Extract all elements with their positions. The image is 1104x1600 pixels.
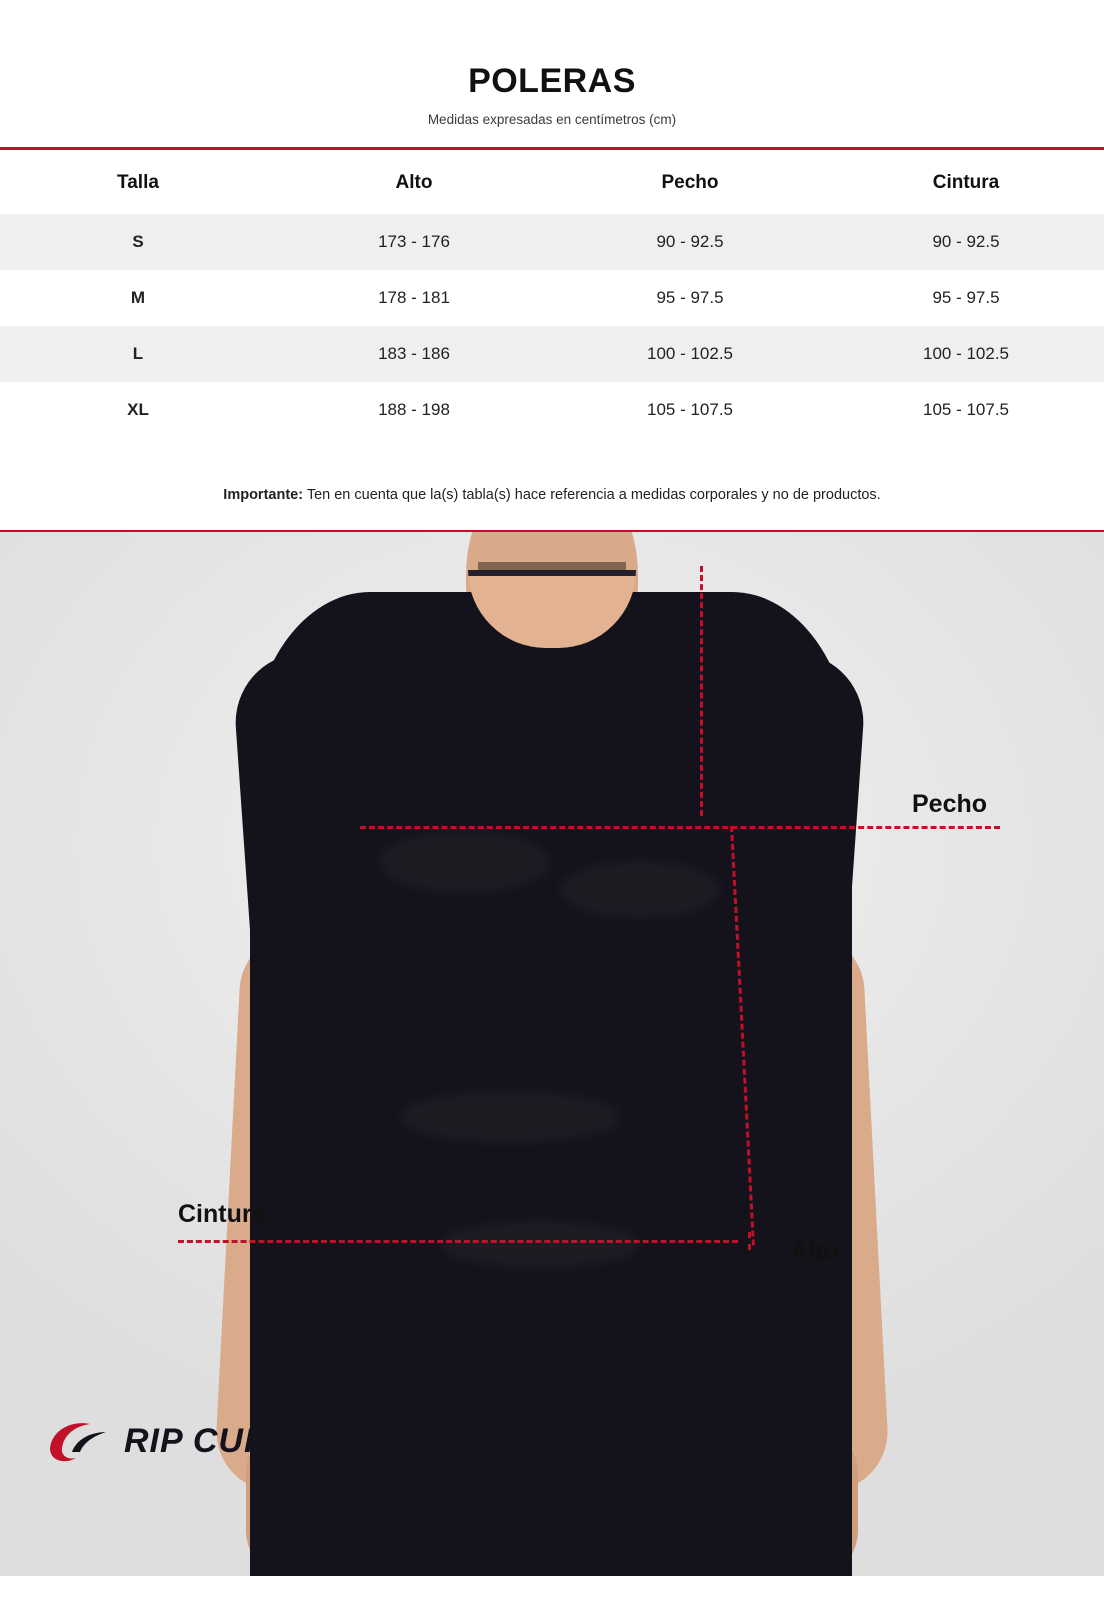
- measurement-photo: [0, 530, 1104, 1576]
- important-note: [0, 438, 1104, 530]
- cell-pecho: 95 - 97.5: [552, 270, 828, 326]
- cell-cintura: 100 - 102.5: [828, 326, 1104, 382]
- cell-talla: M: [0, 270, 276, 326]
- cell-cintura: 105 - 107.5: [828, 382, 1104, 438]
- note-text: Ten en cuenta que la(s) tabla(s) hace referencia a medidas corporales y no de productos.: [303, 487, 881, 503]
- pecho-label: Pecho: [912, 790, 988, 818]
- cintura-label: Cintura: [178, 1200, 266, 1228]
- table-row: [0, 382, 1104, 438]
- cell-pecho: 90 - 92.5: [552, 214, 828, 270]
- note-label: Importante:: [223, 487, 304, 503]
- alto-label: Alto: [790, 1238, 839, 1266]
- page-title: POLERAS: [468, 62, 636, 100]
- cell-alto: 188 - 198: [276, 382, 552, 438]
- column-header-pecho: Pecho: [552, 150, 828, 214]
- brand-logo: [46, 1418, 291, 1464]
- cell-alto: 173 - 176: [276, 214, 552, 270]
- column-header-talla: Talla: [0, 150, 276, 214]
- table-header-row: [0, 150, 1104, 214]
- cintura-measure-line: [178, 1240, 738, 1243]
- cell-talla: L: [0, 326, 276, 382]
- cell-talla: S: [0, 214, 276, 270]
- table-row: [0, 270, 1104, 326]
- cell-pecho: 100 - 102.5: [552, 326, 828, 382]
- cell-cintura: 95 - 97.5: [828, 270, 1104, 326]
- size-chart-table: [0, 150, 1104, 438]
- cell-pecho: 105 - 107.5: [552, 382, 828, 438]
- column-header-alto: Alto: [276, 150, 552, 214]
- fabric-fold: [560, 862, 720, 917]
- pecho-measure-line: [360, 826, 1000, 829]
- fabric-fold: [400, 1092, 620, 1142]
- alto-measure-line-upper: [700, 566, 703, 816]
- cell-talla: XL: [0, 382, 276, 438]
- cell-alto: 178 - 181: [276, 270, 552, 326]
- alto-measure-line-lower: [748, 1232, 751, 1250]
- rip-curl-wave-icon: [46, 1418, 118, 1464]
- cell-alto: 183 - 186: [276, 326, 552, 382]
- brand-name: RIP CURL: [124, 1421, 292, 1460]
- table-row: [0, 326, 1104, 382]
- cell-cintura: 90 - 92.5: [828, 214, 1104, 270]
- page-subtitle: Medidas expresadas en centímetros (cm): [427, 112, 677, 127]
- fabric-fold: [440, 1222, 640, 1267]
- fabric-fold: [380, 832, 550, 892]
- table-row: [0, 214, 1104, 270]
- column-header-cintura: Cintura: [828, 150, 1104, 214]
